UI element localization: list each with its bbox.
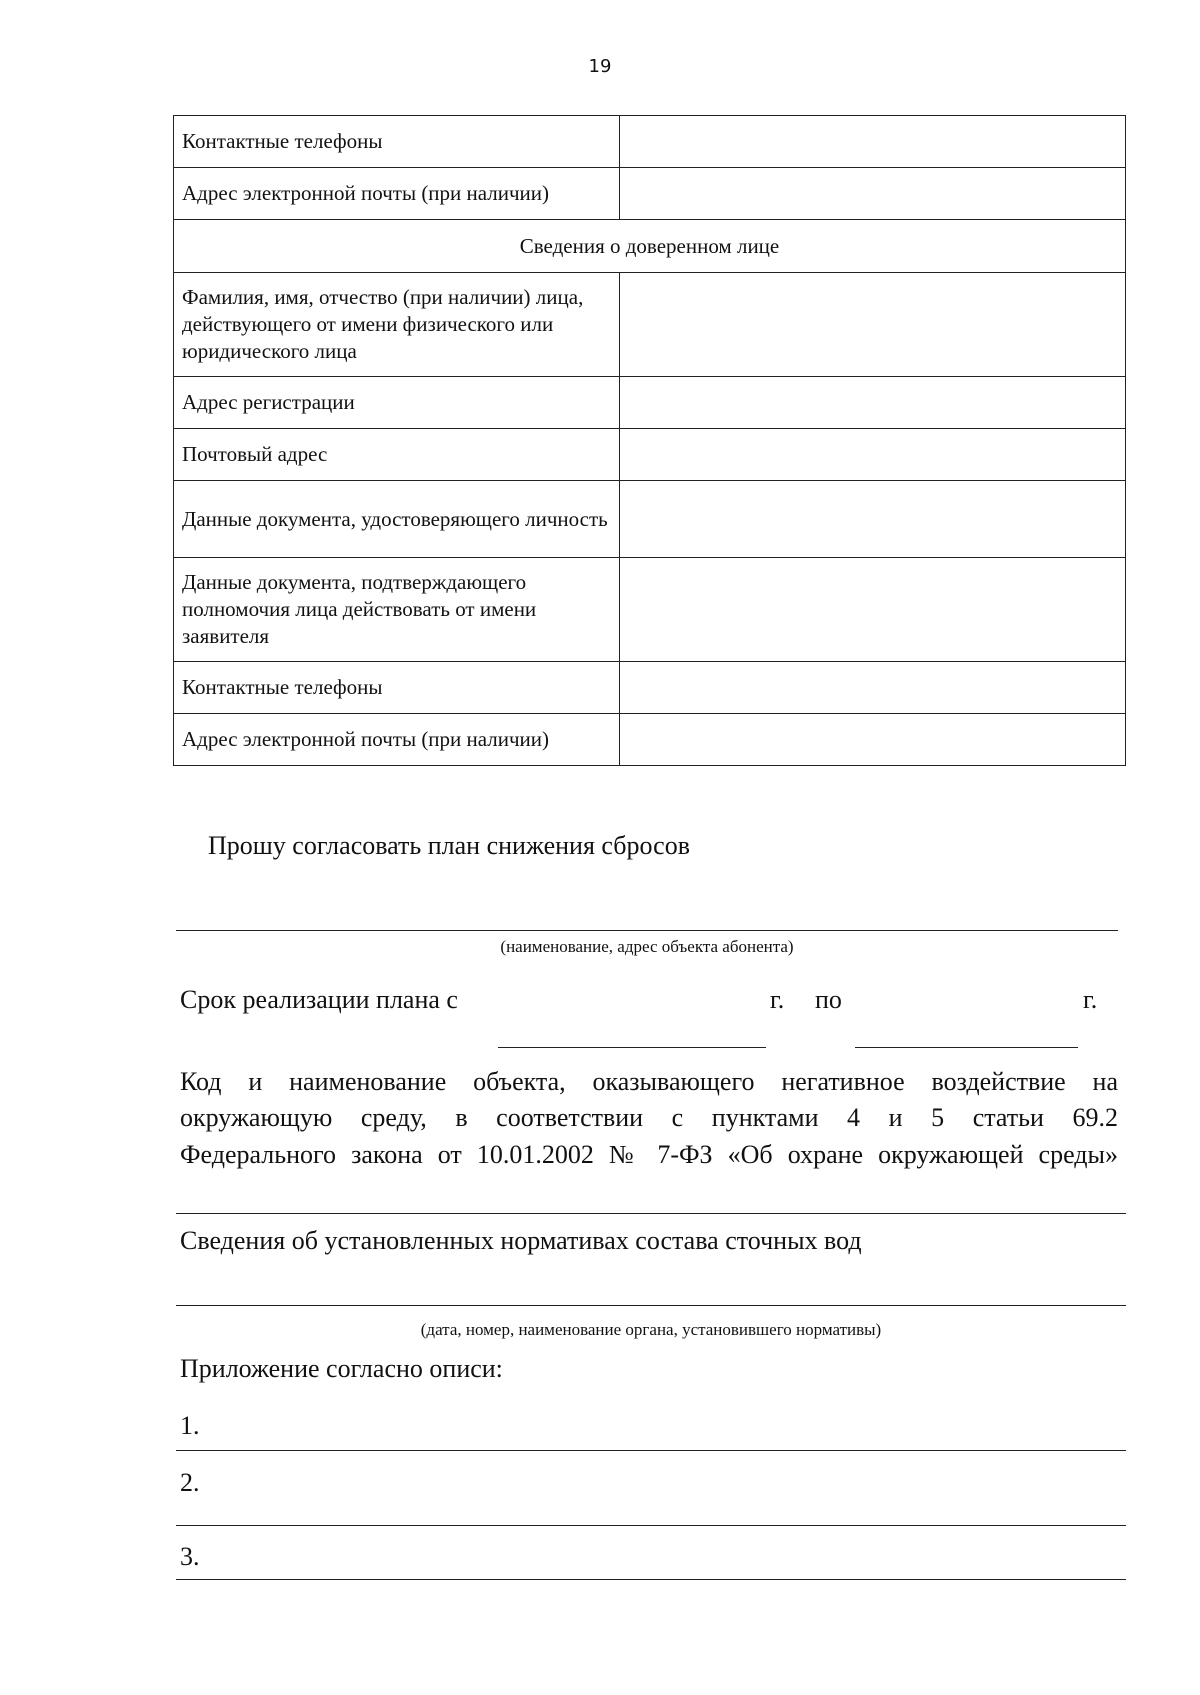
row-value[interactable] bbox=[620, 714, 1126, 766]
row-value[interactable] bbox=[620, 662, 1126, 714]
period-to: по bbox=[815, 985, 842, 1014]
appendix-item: 1. bbox=[180, 1411, 200, 1440]
row-label: Данные документа, подтверждающего полномочия лица действовать от имени заявителя bbox=[174, 558, 620, 662]
row-value[interactable] bbox=[620, 168, 1126, 220]
row-label: Контактные телефоны bbox=[174, 116, 620, 168]
row-label: Адрес регистрации bbox=[174, 377, 620, 429]
period-year-1: г. bbox=[770, 985, 785, 1014]
object-code-line[interactable] bbox=[176, 1213, 1126, 1214]
appendix-line-2[interactable] bbox=[176, 1525, 1126, 1526]
table-row bbox=[174, 481, 1126, 558]
object-code-line-1: Код и наименование объекта, оказывающего негативное воздействие на bbox=[180, 1067, 1118, 1096]
request-text: Прошу согласовать план снижения сбросов bbox=[208, 831, 690, 860]
period-start-line[interactable] bbox=[498, 1047, 766, 1048]
section-header: Сведения о доверенном лице bbox=[174, 220, 1126, 273]
period-end-line[interactable] bbox=[855, 1047, 1078, 1048]
table-row bbox=[174, 377, 1126, 429]
table-row bbox=[174, 116, 1126, 168]
table-row bbox=[174, 558, 1126, 662]
row-label: Адрес электронной почты (при наличии) bbox=[174, 714, 620, 766]
applicant-info-table bbox=[173, 115, 1126, 766]
table-row bbox=[174, 662, 1126, 714]
standards-text: Сведения об установленных нормативах состава сточных вод bbox=[180, 1226, 862, 1255]
appendix-title: Приложение согласно описи: bbox=[180, 1354, 503, 1383]
page-number: 19 bbox=[588, 56, 612, 77]
appendix-item: 3. bbox=[180, 1542, 200, 1571]
row-value[interactable] bbox=[620, 273, 1126, 377]
row-label: Контактные телефоны bbox=[174, 662, 620, 714]
appendix-item: 2. bbox=[180, 1468, 200, 1497]
row-value[interactable] bbox=[620, 558, 1126, 662]
object-caption: (наименование, адрес объекта абонента) bbox=[500, 937, 794, 956]
row-label: Фамилия, имя, отчество (при наличии) лица, действующего от имени физического или юридического лица bbox=[174, 273, 620, 377]
row-label: Адрес электронной почты (при наличии) bbox=[174, 168, 620, 220]
row-label: Данные документа, удостоверяющего личность bbox=[174, 481, 620, 558]
table-row bbox=[174, 714, 1126, 766]
object-code-line-2: окружающую среду, в соответствии с пунктами 4 и 5 статьи 69.2 bbox=[180, 1103, 1118, 1132]
row-value[interactable] bbox=[620, 481, 1126, 558]
table-row bbox=[174, 168, 1126, 220]
table-row bbox=[174, 429, 1126, 481]
appendix-line-1[interactable] bbox=[176, 1450, 1126, 1451]
period-year-2: г. bbox=[1083, 985, 1098, 1014]
appendix-line-3[interactable] bbox=[176, 1579, 1126, 1580]
standards-line[interactable] bbox=[176, 1305, 1126, 1306]
row-value[interactable] bbox=[620, 429, 1126, 481]
object-code-line-3: Федерального закона от 10.01.2002 № 7-ФЗ «Об охране окружающей среды» bbox=[180, 1140, 1118, 1169]
table-section-row bbox=[174, 220, 1126, 273]
object-name-line[interactable] bbox=[176, 930, 1118, 931]
row-value[interactable] bbox=[620, 116, 1126, 168]
period-label: Срок реализации плана с bbox=[180, 985, 458, 1014]
row-label: Почтовый адрес bbox=[174, 429, 620, 481]
row-value[interactable] bbox=[620, 377, 1126, 429]
standards-caption: (дата, номер, наименование органа, установившего нормативы) bbox=[420, 1320, 882, 1339]
table-row bbox=[174, 273, 1126, 377]
